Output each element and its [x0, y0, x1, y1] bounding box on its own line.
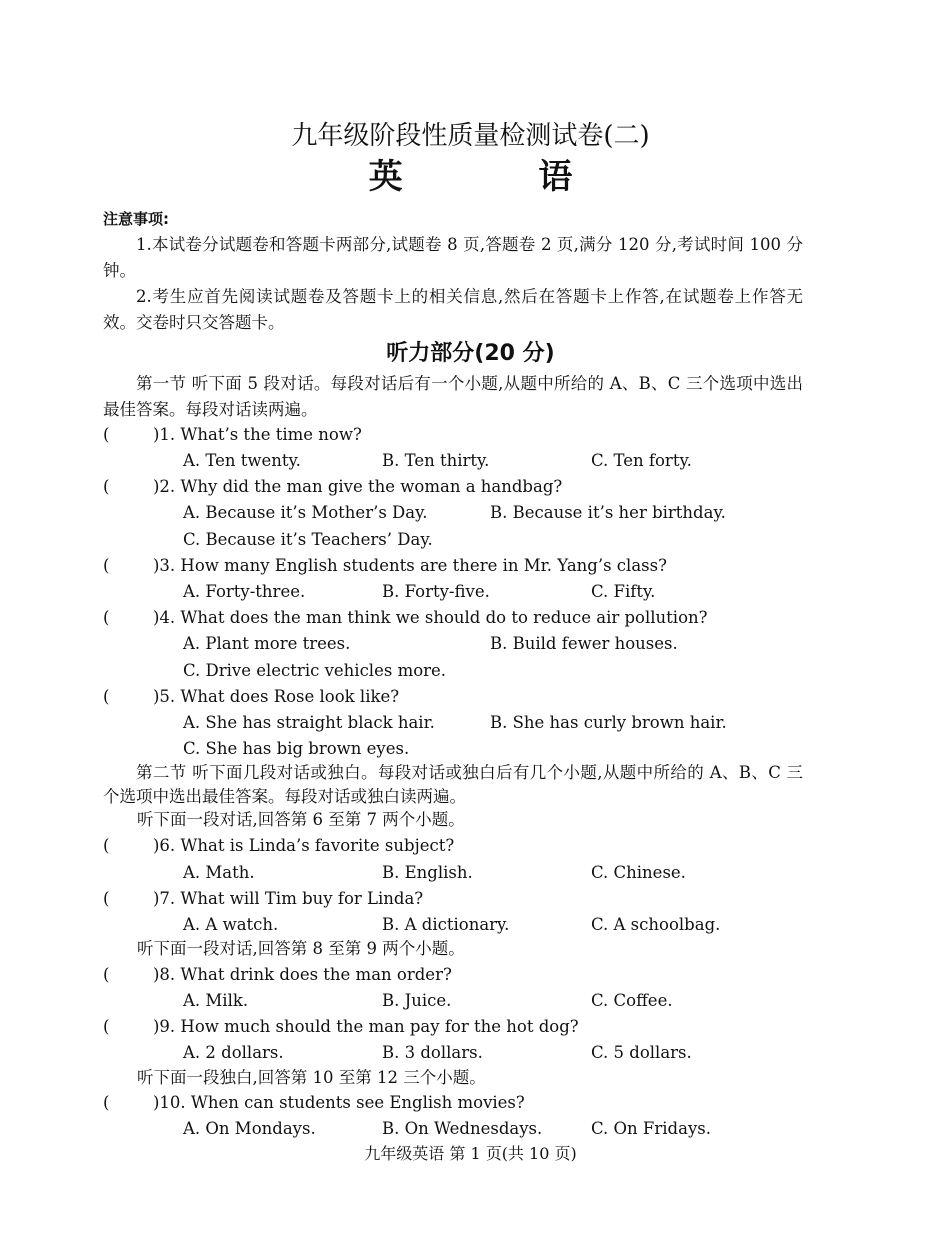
notice-item-1: 1.本试卷分试题卷和答题卡两部分,试题卷 8 页,答题卷 2 页,满分 120 分,考试时间 100 分钟。	[103, 235, 803, 280]
option-b: B. Juice.	[382, 991, 452, 1010]
sub-instructions-2: 听下面一段对话,回答第 8 至第 9 两个小题。	[137, 939, 465, 958]
option-b: B. English.	[382, 863, 473, 882]
option-a: A. Because it’s Mother’s Day.	[183, 503, 428, 522]
option-a: A. 2 dollars.	[183, 1043, 284, 1062]
option-b: B. Build fewer houses.	[490, 634, 678, 653]
answer-paren: (	[103, 608, 110, 627]
question-1: )1. What’s the time now?	[153, 425, 362, 444]
option-c: C. Coffee.	[591, 991, 673, 1010]
answer-paren: (	[103, 836, 110, 855]
section1-instructions: 第一节 听下面 5 段对话。每段对话后有一个小题,从题中所给的 A、B、C 三个选项中选出最佳答案。每段对话读两遍。	[103, 374, 803, 419]
option-b: B. Ten thirty.	[382, 451, 490, 470]
option-a: A. Milk.	[183, 991, 249, 1010]
option-c: C. Fifty.	[591, 582, 656, 601]
notice-item-2: 2.考生应首先阅读试题卷及答题卡上的相关信息,然后在答题卡上作答,在试题卷上作答无效。交卷时只交答题卡。	[103, 287, 803, 332]
question-5: )5. What does Rose look like?	[153, 687, 400, 706]
option-a: A. She has straight black hair.	[183, 713, 435, 732]
option-a: A. A watch.	[183, 915, 279, 934]
question-2: )2. Why did the man give the woman a handbag?	[153, 477, 563, 496]
option-b: B. She has curly brown hair.	[490, 713, 727, 732]
answer-paren: (	[103, 1017, 110, 1036]
option-a: A. On Mondays.	[183, 1119, 316, 1138]
answer-paren: (	[103, 425, 110, 444]
option-b: B. Forty-five.	[382, 582, 490, 601]
option-b: B. 3 dollars.	[382, 1043, 483, 1062]
question-3: )3. How many English students are there in Mr. Yang’s class?	[153, 556, 667, 575]
sub-instructions-3: 听下面一段独白,回答第 10 至第 12 三个小题。	[137, 1068, 486, 1087]
question-6: )6. What is Linda’s favorite subject?	[153, 836, 455, 855]
listening-heading: 听力部分(20 分)	[386, 341, 555, 366]
option-c: C. Drive electric vehicles more.	[183, 661, 447, 680]
question-10: )10. When can students see English movies?	[153, 1093, 525, 1112]
subject-title: 英 语	[368, 157, 635, 197]
option-c: C. Chinese.	[591, 863, 686, 882]
option-c: C. 5 dollars.	[591, 1043, 692, 1062]
option-a: A. Forty-three.	[183, 582, 306, 601]
page-footer: 九年级英语 第 1 页(共 10 页)	[364, 1144, 577, 1163]
answer-paren: (	[103, 889, 110, 908]
option-a: A. Plant more trees.	[183, 634, 351, 653]
answer-paren: (	[103, 477, 110, 496]
answer-paren: (	[103, 1093, 110, 1112]
question-4: )4. What does the man think we should do to reduce air pollution?	[153, 608, 708, 627]
option-a: A. Ten twenty.	[183, 451, 301, 470]
option-c: C. Ten forty.	[591, 451, 692, 470]
option-c: C. She has big brown eyes.	[183, 739, 410, 758]
sub-instructions-1: 听下面一段对话,回答第 6 至第 7 两个小题。	[137, 810, 465, 829]
option-b: B. Because it’s her birthday.	[490, 503, 726, 522]
option-b: B. A dictionary.	[382, 915, 510, 934]
question-7: )7. What will Tim buy for Linda?	[153, 889, 424, 908]
section2-instructions: 第二节 听下面几段对话或独白。每段对话或独白后有几个小题,从题中所给的 A、B、C 三个选项中选出最佳答案。每段对话或独白读两遍。	[103, 763, 803, 806]
answer-paren: (	[103, 556, 110, 575]
notice-heading: 注意事项:	[103, 210, 169, 228]
option-c: C. Because it’s Teachers’ Day.	[183, 530, 433, 549]
option-c: C. A schoolbag.	[591, 915, 721, 934]
option-b: B. On Wednesdays.	[382, 1119, 543, 1138]
answer-paren: (	[103, 687, 110, 706]
question-8: )8. What drink does the man order?	[153, 965, 452, 984]
option-a: A. Math.	[183, 863, 255, 882]
exam-title: 九年级阶段性质量检测试卷(二)	[291, 121, 650, 151]
answer-paren: (	[103, 965, 110, 984]
option-c: C. On Fridays.	[591, 1119, 711, 1138]
question-9: )9. How much should the man pay for the hot dog?	[153, 1017, 579, 1036]
